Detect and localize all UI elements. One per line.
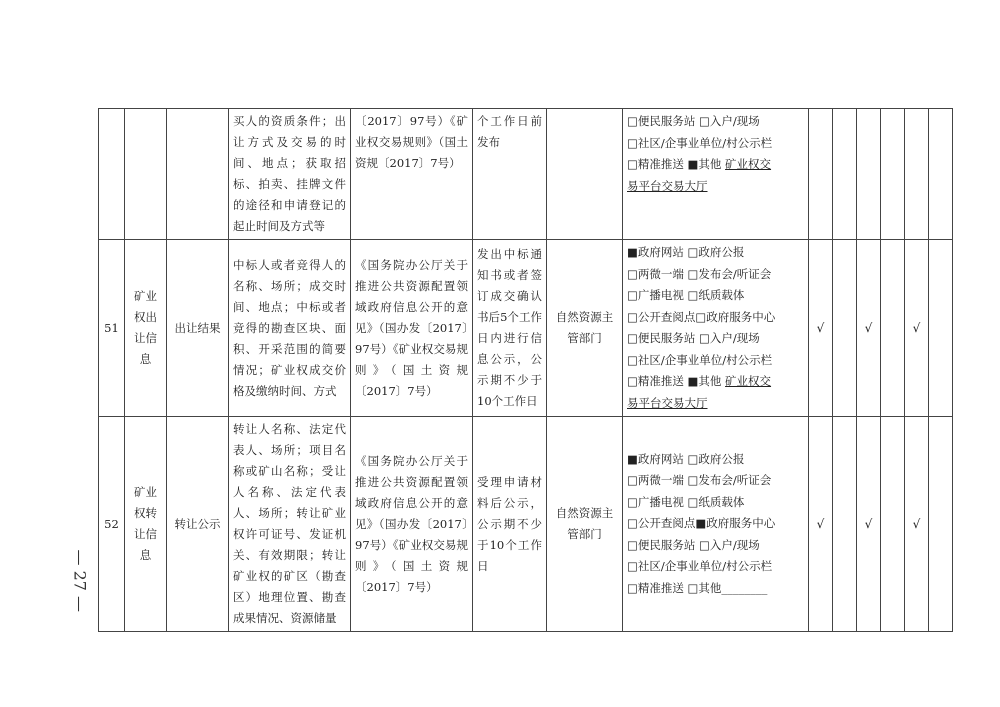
check-cell [929, 240, 953, 417]
category-cell: 矿业权出让信息 [125, 240, 167, 417]
category-cell [125, 109, 167, 240]
channel-line: □社区/企事业单位/村公示栏 [627, 352, 773, 367]
check-cell [929, 109, 953, 240]
check-cell [905, 109, 929, 240]
channel-line: □两微一端 □发布会/听证会 [627, 473, 772, 488]
check-cell: √ [809, 240, 833, 417]
index-cell: 51 [99, 240, 125, 417]
channel-line: □社区/企事业单位/村公示栏 [627, 135, 773, 150]
table-row [99, 240, 953, 417]
item-cell: 转让公示 [167, 417, 229, 632]
time-limit-cell: 个工作日前发布 [473, 109, 547, 240]
index-cell [99, 109, 125, 240]
channel-line: ■政府网站 □政府公报 [627, 451, 745, 466]
channels-cell [623, 109, 809, 240]
channel-line: □广播电视 □纸质载体 [627, 494, 745, 509]
check-cell [881, 240, 905, 417]
channel-line: □便民服务站 □入户/现场 [627, 331, 760, 345]
channel-line: □社区/企事业单位/村公示栏 [627, 559, 773, 574]
check-cell: √ [905, 240, 929, 417]
check-cell [833, 240, 857, 417]
check-cell [881, 417, 905, 632]
basis-cell: 〔2017〕97号）《矿业权交易规则》（国土资规〔2017〕7号） [351, 109, 473, 240]
channel-line: □广播电视 □纸质载体 [627, 288, 745, 302]
item-cell [167, 109, 229, 240]
index-cell: 52 [99, 417, 125, 632]
time-limit-cell: 受理申请材料后公示，公示期不少于10个工作日 [473, 417, 547, 632]
check-cell [929, 417, 953, 632]
category-cell: 矿业权转让信息 [125, 417, 167, 632]
check-cell: √ [857, 240, 881, 417]
channel-line: □公开查阅点■政府服务中心 [627, 516, 776, 531]
channel-line: □两微一端 □发布会/听证会 [627, 266, 772, 281]
dept-cell [547, 109, 623, 240]
page-number: — 27 — [70, 549, 90, 613]
channel-line: □精准推送 ■其他 矿业权交 [627, 374, 772, 388]
other-channel-text: 矿业权交 [725, 374, 772, 388]
content-cell: 中标人或者竞得人的名称、场所；成交时间、地点；中标或者竞得的勘查区块、面积、开采范围的简要情况；矿业权成交价格及缴纳时间、方式 [229, 240, 351, 417]
content-cell: 买人的资质条件；出让方式及交易的时间、地点；获取招标、拍卖、挂牌文件的途径和申请登记的起止时间及方式等 [229, 109, 351, 240]
channel-line: □精准推送 ■其他 矿业权交 [627, 157, 772, 171]
channel-line: □便民服务站 □入户/现场 [627, 537, 760, 552]
dept-cell: 自然资源主管部门 [547, 240, 623, 417]
channel-line: ■政府网站 □政府公报 [627, 245, 745, 259]
check-cell: √ [905, 417, 929, 632]
time-limit-cell: 发出中标通知书或者签订成交确认书后5个工作日内进行信息公示，公示期不少于10个工作日 [473, 240, 547, 417]
channels-cell [623, 240, 809, 417]
channel-line: 易平台交易大厅 [627, 395, 708, 410]
check-cell: √ [857, 417, 881, 632]
content-cell: 转让人名称、法定代表人、场所；项目名称或矿山名称；受让人名称、法定代表人、场所；转让矿业权许可证号、发证机关、有效期限；转让矿业权的矿区（勘查区）地理位置、勘查成果情况、资源储量 [229, 417, 351, 632]
check-cell [881, 109, 905, 240]
dept-cell: 自然资源主管部门 [547, 417, 623, 632]
basis-cell: 《国务院办公厅关于推进公共资源配置领域政府信息公开的意见》（国办发〔2017〕97号）《矿业权交易规则》（国土资规〔2017〕7号） [351, 240, 473, 417]
channel-line: □公开查阅点□政府服务中心 [627, 309, 776, 324]
basis-cell: 《国务院办公厅关于推进公共资源配置领域政府信息公开的意见》（国办发〔2017〕97号）《矿业权交易规则》（国土资规〔2017〕7号） [351, 417, 473, 632]
channel-line: □精准推送 □其他________ [627, 580, 768, 595]
channels-cell [623, 417, 809, 632]
check-cell [809, 109, 833, 240]
item-cell: 出让结果 [167, 240, 229, 417]
other-channel-text: 矿业权交 [725, 157, 772, 171]
disclosure-table [98, 108, 953, 632]
channel-line: 易平台交易大厅 [627, 178, 708, 193]
table-row [99, 109, 953, 240]
check-cell [857, 109, 881, 240]
check-cell [833, 109, 857, 240]
check-cell [833, 417, 857, 632]
table-row [99, 417, 953, 632]
check-cell: √ [809, 417, 833, 632]
channel-line: □便民服务站 □入户/现场 [627, 114, 760, 128]
